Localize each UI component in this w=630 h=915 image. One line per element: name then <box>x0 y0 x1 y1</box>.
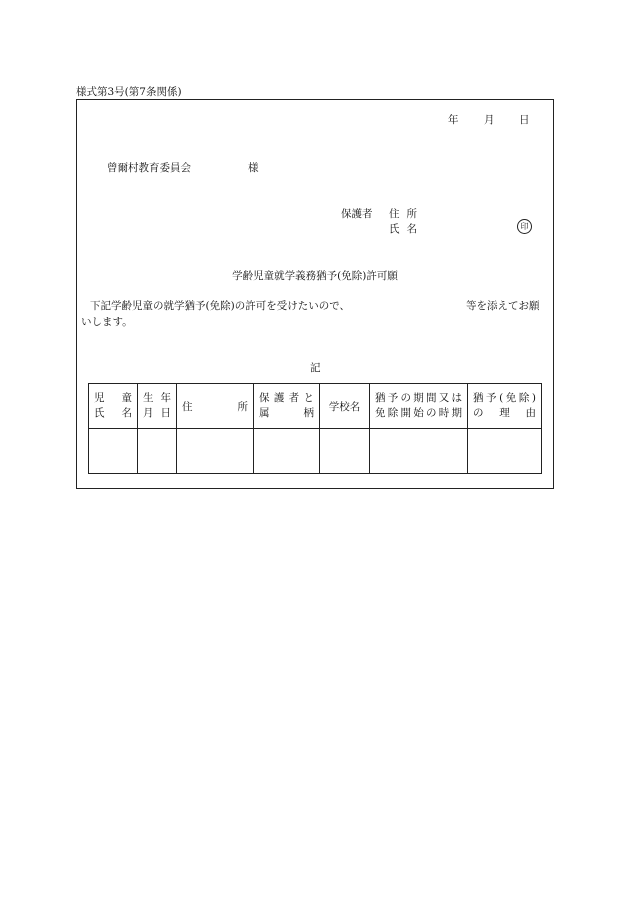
cell-birthdate[interactable] <box>138 429 177 474</box>
cell-child-name[interactable] <box>89 429 138 474</box>
header-guardian-relation: 保護者と 属 柄 <box>254 384 320 429</box>
header-birthdate: 生年 月日 <box>138 384 177 429</box>
body-text-line1-end: 等を添えてお願 <box>466 300 540 312</box>
header-address: 住 所 <box>177 384 254 429</box>
header-school-name: 学校名 <box>320 384 370 429</box>
form-number-label: 様式第3号(第7条関係) <box>76 86 182 98</box>
student-info-table <box>88 383 542 474</box>
cell-reason[interactable] <box>468 429 542 474</box>
honorific: 様 <box>248 162 259 174</box>
guardian-label: 保護者 <box>341 208 373 220</box>
header-period: 猶予の期間又は 免除開始の時期 <box>370 384 468 429</box>
cell-address[interactable] <box>177 429 254 474</box>
name-label: 氏名 <box>389 223 424 235</box>
cell-school-name[interactable] <box>320 429 370 474</box>
date-year-label: 年 <box>448 114 459 126</box>
cell-guardian-relation[interactable] <box>254 429 320 474</box>
header-reason: 猶予(免除) の 理 由 <box>468 384 542 429</box>
header-child-name: 児 童 氏 名 <box>89 384 138 429</box>
date-month-label: 月 <box>484 114 495 126</box>
cell-period[interactable] <box>370 429 468 474</box>
addressee: 曾爾村教育委員会 <box>107 162 191 174</box>
document-title: 学齢児童就学義務猶予(免除)許可願 <box>232 270 398 282</box>
seal-mark: 印 <box>517 219 532 234</box>
date-day-label: 日 <box>519 114 530 126</box>
body-text-line2: いします。 <box>81 316 133 328</box>
body-text-line1: 下記学齢児童の就学猶予(免除)の許可を受けたいので、 <box>90 300 350 312</box>
table-row <box>89 429 542 474</box>
record-mark: 記 <box>310 362 321 374</box>
table-header-row <box>89 384 542 429</box>
address-label: 住所 <box>389 208 424 220</box>
